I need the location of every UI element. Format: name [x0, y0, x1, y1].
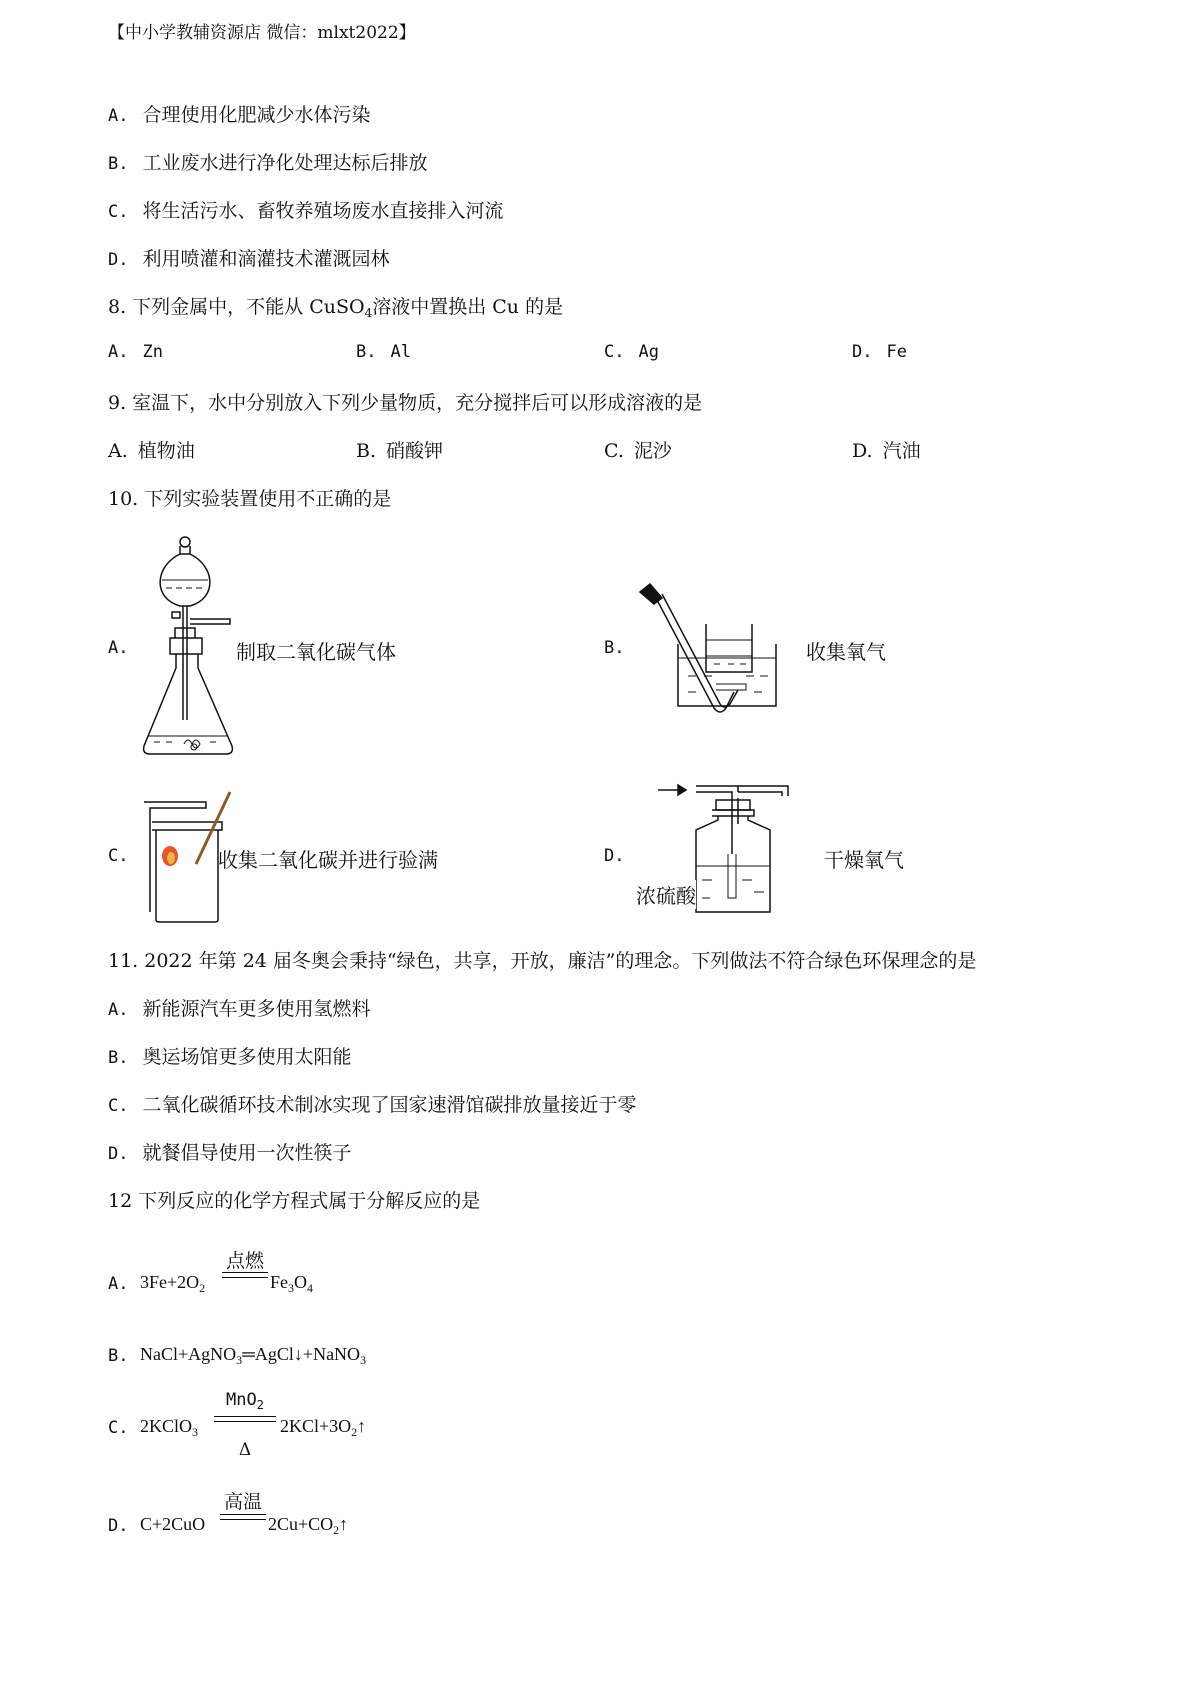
option-key: B.	[356, 440, 377, 462]
q12-option-d-left: C+2CuO	[140, 1514, 206, 1534]
equation-bar	[222, 1277, 268, 1278]
option-key: C.	[108, 202, 129, 222]
option-key: A.	[108, 106, 129, 126]
flask-apparatus-figure	[140, 534, 240, 764]
option-text: 植物油	[137, 440, 195, 462]
option-key: B.	[108, 154, 129, 174]
option-key: B.	[356, 342, 377, 362]
q12-option-d-key[interactable]: D.	[108, 1516, 129, 1536]
q10-option-a-key[interactable]: A.	[108, 638, 129, 658]
option-key: A.	[108, 342, 129, 362]
option-key: C.	[108, 1096, 129, 1116]
eq-text: 2KCl+3O	[280, 1416, 352, 1436]
option-key: D.	[852, 440, 873, 462]
eq-text: ═AgCl↓+NaNO	[242, 1344, 361, 1364]
eq-text: 2Cu+CO	[268, 1514, 334, 1534]
option-text: 利用喷灌和滴灌技术灌溉园林	[142, 248, 390, 270]
q12-option-a-condition: 点燃	[225, 1250, 264, 1272]
equation-bar	[214, 1421, 276, 1422]
q10-option-c-key[interactable]: C.	[108, 846, 129, 866]
q11-option-a[interactable]	[108, 994, 371, 1021]
option-text: 新能源汽车更多使用氢燃料	[142, 998, 371, 1020]
option-text: 就餐倡导使用一次性筷子	[142, 1142, 352, 1164]
q8-option-c[interactable]	[604, 340, 659, 362]
q10-option-d-caption: 干燥氧气	[824, 848, 904, 872]
q11-option-c[interactable]	[108, 1090, 637, 1117]
q10-option-b-caption: 收集氧气	[806, 640, 886, 664]
catalyst-text: MnO	[226, 1390, 257, 1410]
subscript: 3	[288, 1281, 294, 1295]
q10-option-d-reagent-label: 浓硫酸	[636, 880, 696, 909]
eq-text: NaCl+AgNO	[140, 1344, 237, 1364]
eq-text: Fe	[270, 1272, 288, 1292]
q10-option-d-key[interactable]: D.	[604, 846, 625, 866]
q12-option-a-key[interactable]: A.	[108, 1274, 129, 1294]
option-key: C.	[604, 342, 625, 362]
equation-bar	[220, 1514, 266, 1515]
q12-option-c-key[interactable]: C.	[108, 1418, 129, 1438]
q7-option-a[interactable]	[108, 100, 371, 127]
subscript: 3	[192, 1425, 199, 1439]
subscript: 3	[360, 1353, 367, 1367]
stem-text: 溶液中置换出 Cu 的是	[372, 296, 564, 318]
q12-option-a-right	[270, 1272, 313, 1296]
q8-option-b[interactable]	[356, 340, 411, 362]
option-text: 将生活污水、畜牧养殖场废水直接排入河流	[142, 200, 504, 222]
q12-option-c-heat: Δ	[238, 1440, 252, 1460]
subscript: 3	[236, 1353, 243, 1367]
q10-stem: 10. 下列实验装置使用不正确的是	[108, 488, 392, 510]
q9-option-c[interactable]	[604, 436, 672, 463]
option-text: 二氧化碳循环技术制冰实现了国家速滑馆碳排放量接近于零	[142, 1094, 637, 1116]
q8-option-d[interactable]	[852, 340, 907, 362]
option-key: D.	[108, 250, 129, 270]
q9-option-d[interactable]	[852, 436, 921, 463]
q11-option-d[interactable]	[108, 1138, 352, 1165]
subscript: 4	[307, 1281, 313, 1295]
q12-option-d-right	[268, 1514, 348, 1538]
option-text: Ag	[638, 342, 659, 362]
q9-option-b[interactable]	[356, 436, 443, 463]
q7-option-d[interactable]	[108, 244, 390, 271]
option-text: 合理使用化肥减少水体污染	[142, 104, 371, 126]
subscript: 2	[256, 1398, 264, 1412]
eq-text: 3Fe+2O	[140, 1272, 200, 1292]
q11-option-b[interactable]	[108, 1042, 352, 1069]
option-text: Zn	[142, 342, 163, 362]
q12-option-c-catalyst	[212, 1390, 278, 1412]
subscript: 2	[199, 1281, 206, 1295]
eq-text: ↑	[357, 1416, 367, 1436]
header-watermark: 【中小学教辅资源店 微信：mlxt2022】	[108, 23, 416, 43]
option-key: C.	[604, 440, 624, 462]
q7-option-b[interactable]	[108, 148, 428, 175]
eq-text: ↑	[339, 1514, 349, 1534]
option-key: A.	[108, 440, 128, 462]
q12-option-d-condition: 高温	[223, 1491, 262, 1513]
option-text: 汽油	[882, 440, 921, 462]
q12-option-c-right	[280, 1416, 366, 1440]
q9-stem: 9. 室温下，水中分别放入下列少量物质，充分搅拌后可以形成溶液的是	[108, 392, 703, 414]
option-key: A.	[108, 1000, 129, 1020]
q8-stem	[108, 292, 563, 320]
subscript: 4	[364, 306, 373, 320]
q12-stem: 12 下列反应的化学方程式属于分解反应的是	[108, 1190, 481, 1212]
option-text: Al	[390, 342, 411, 362]
option-key: D.	[852, 342, 873, 362]
q10-option-b-key[interactable]: B.	[604, 638, 625, 658]
q10-option-c-caption: 收集二氧化碳并进行验满	[218, 848, 438, 872]
q12-option-a-left	[140, 1272, 205, 1296]
equation-bar	[222, 1272, 268, 1273]
equation-bar	[220, 1519, 266, 1520]
q10-option-a-caption: 制取二氧化碳气体	[236, 640, 396, 664]
eq-text: 2KClO	[140, 1416, 193, 1436]
option-key: B.	[108, 1048, 129, 1068]
q12-option-b-key[interactable]: B.	[108, 1346, 129, 1366]
option-text: 泥沙	[633, 440, 672, 462]
option-text: 奥运场馆更多使用太阳能	[142, 1046, 352, 1068]
q7-option-c[interactable]	[108, 196, 504, 223]
equation-bar	[214, 1416, 276, 1417]
eq-text: O	[294, 1272, 307, 1292]
option-text: Fe	[886, 342, 907, 362]
q8-option-a[interactable]	[108, 340, 163, 362]
q12-option-b-equation	[140, 1344, 366, 1368]
q12-option-c-left	[140, 1416, 198, 1440]
option-text: 硝酸钾	[386, 440, 444, 462]
water-collection-figure	[636, 580, 796, 720]
q9-option-a[interactable]	[108, 436, 195, 463]
option-key: D.	[108, 1144, 129, 1164]
subscript: 2	[333, 1523, 340, 1537]
q11-stem: 11. 2022 年第 24 届冬奥会秉持“绿色，共享，开放，廉洁”的理念。下列做法不符合绿色环保理念的是	[108, 950, 977, 972]
option-text: 工业废水进行净化处理达标后排放	[142, 152, 428, 174]
stem-text: 8. 下列金属中，不能从 CuSO	[108, 296, 365, 318]
subscript: 2	[351, 1425, 358, 1439]
